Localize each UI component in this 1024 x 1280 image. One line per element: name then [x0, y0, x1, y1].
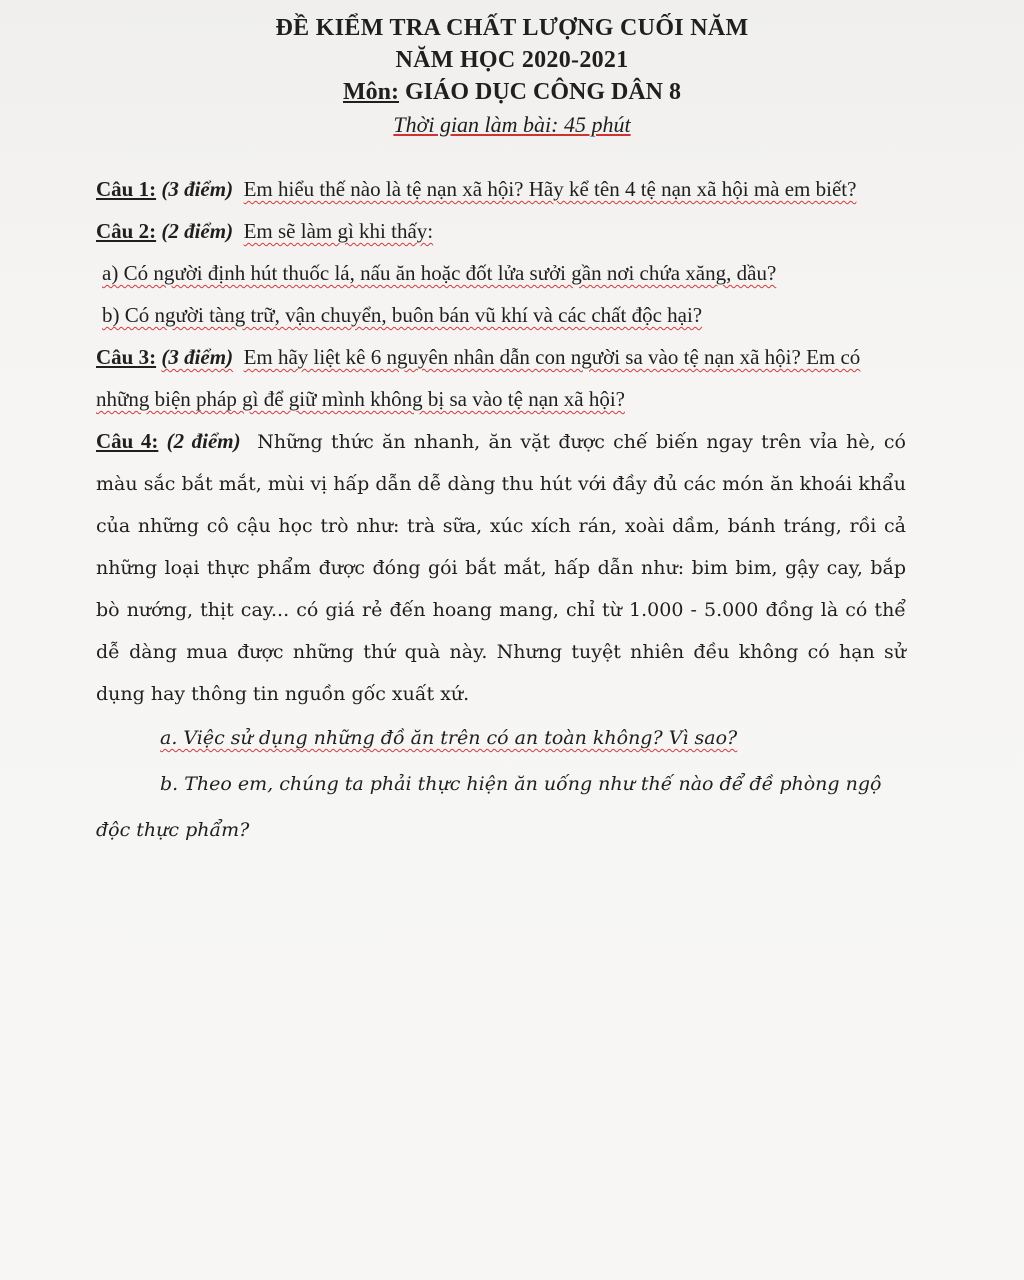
question-3-label: Câu 3: [96, 345, 157, 369]
question-4-label: Câu 4: [96, 429, 159, 453]
question-3-text: Em hãy liệt kê 6 nguyên nhân dẫn con người sa vào tệ nạn xã hội? Em có những biện pháp gì để giữ mình không bị sa vào tệ nạn xã hội? [96, 345, 861, 411]
question-2-label: Câu 2: [96, 219, 157, 243]
time-limit: Thời gian làm bài: 45 phút [393, 112, 631, 137]
exam-header [0, 12, 1024, 142]
question-1-label: Câu 1: [96, 177, 157, 201]
school-year: NĂM HỌC 2020-2021 [395, 47, 629, 73]
exam-title: ĐỀ KIỂM TRA CHẤT LƯỢNG CUỐI NĂM [275, 15, 749, 41]
subject-line [0, 76, 1024, 108]
question-2-points: (2 điểm) [161, 219, 234, 243]
question-2b-text: b) Có người tàng trữ, vận chuyển, buôn bán vũ khí và các chất độc hại? [102, 303, 703, 327]
question-3 [96, 336, 906, 420]
question-4 [96, 420, 906, 715]
question-4b [96, 761, 906, 853]
subject-label: Môn: [343, 79, 399, 105]
question-4b-text: b. Theo em, chúng ta phải thực hiện ăn uống như thế nào để đề phòng ngộ độc thực phẩm? [96, 773, 882, 841]
exam-body [96, 168, 906, 853]
question-1-text: Em hiểu thế nào là tệ nạn xã hội? Hãy kể tên 4 tệ nạn xã hội mà em biết? [243, 177, 857, 201]
question-2 [96, 210, 906, 252]
question-1 [96, 168, 906, 210]
question-4a [96, 715, 906, 761]
question-2-text: Em sẽ làm gì khi thấy: [243, 219, 434, 243]
question-4-points: (2 điểm) [166, 429, 241, 453]
question-2b [96, 294, 906, 336]
subject-name: GIÁO DỤC CÔNG DÂN 8 [405, 79, 681, 105]
question-3-points: (3 điểm) [161, 345, 234, 369]
question-4a-text: a. Việc sử dụng những đồ ăn trên có an toàn không? Vì sao? [160, 727, 738, 749]
question-4-text: Những thức ăn nhanh, ăn vặt được chế biến ngay trên vỉa hè, có màu sắc bắt mắt, mùi vị hấp dẫn dễ dàng thu hút với đầy đủ các món ăn khoái khẩu của những cô cậu học trò như: trà sữa, xúc xích rán, xoài dầm, bánh tráng, rồi cả những loại thực phẩm được đóng gói bắt mắt, hấp dẫn như: bim bim, gậy cay, bắp bò nướng, thịt cay... có giá rẻ đến hoang mang, chỉ từ 1.000 - 5.000 đồng là có thể dễ dàng mua được những thứ quà này. Nhưng tuyệt nhiên đều không có hạn sử dụng hay thông tin nguồn gốc xuất xứ. [96, 431, 906, 705]
question-2a-text: a) Có người định hút thuốc lá, nấu ăn hoặc đốt lửa sưởi gần nơi chứa xăng, dầu? [102, 261, 777, 285]
question-2a [96, 252, 906, 294]
question-1-points: (3 điểm) [161, 177, 234, 201]
